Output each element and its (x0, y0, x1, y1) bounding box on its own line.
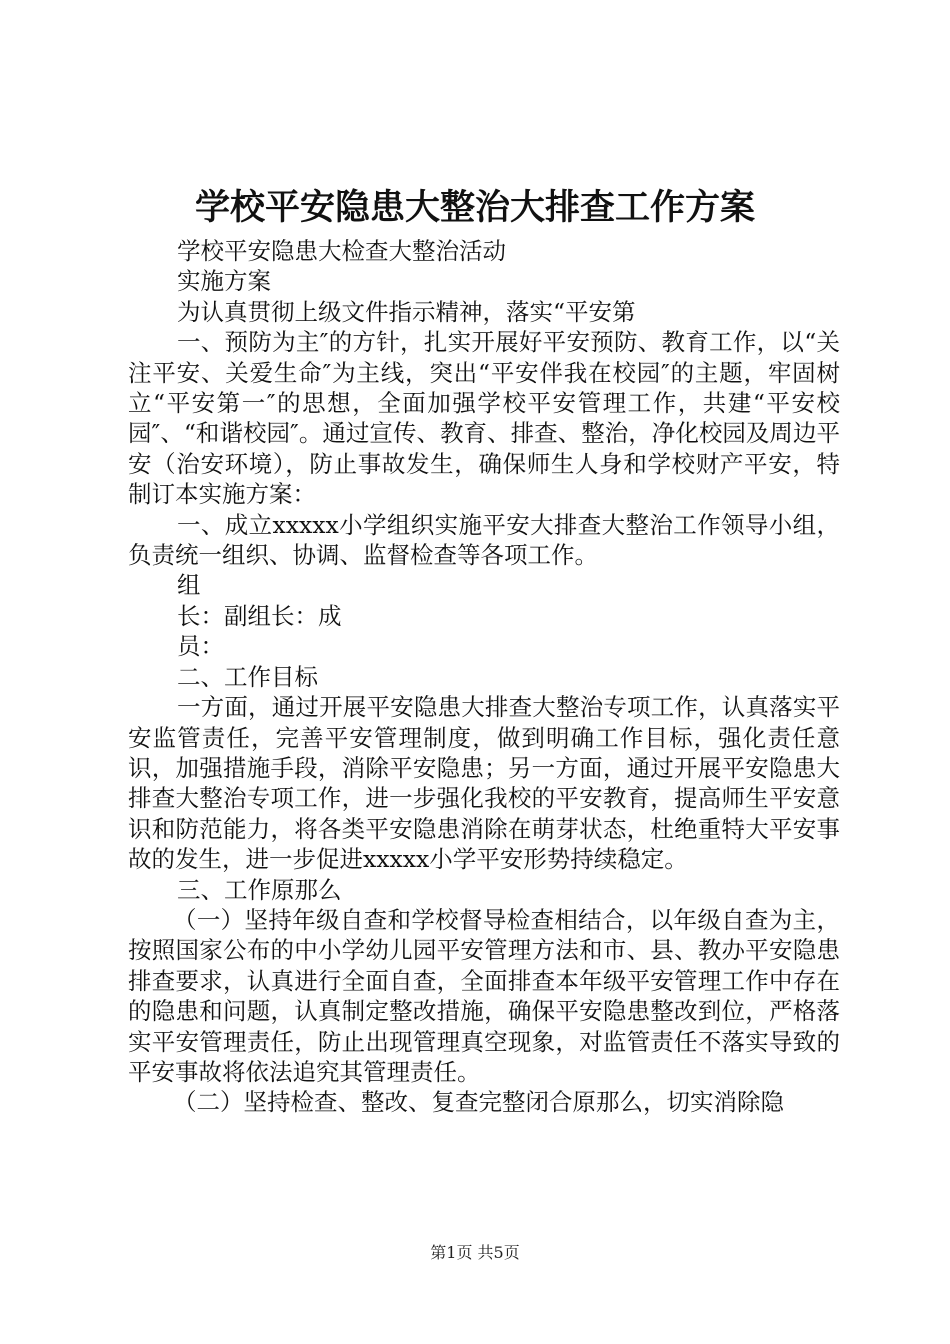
paragraph-goals: 一方面，通过开展平安隐患大排查大整治专项工作，认真落实平安监管责任，完善平安管理制度，做到明确工作目标，强化责任意识，加强措施手段，消除平安隐患；另一方面，通过开展平安隐患大排查大整治专项工作，进一步强化我校的平安教育，提高师生平安意识和防范能力，将各类平安隐患消除在萌芽状态，杜绝重特大平安事故的发生，进一步促进xxxxx小学平安形势持续稳定。 (128, 693, 840, 874)
paragraph-member-label: 员： (177, 632, 224, 661)
heading-section-2: 二、工作目标 (177, 662, 318, 691)
document-body (128, 236, 840, 1118)
paragraph-subtitle-line-1: 学校平安隐患大检查大整治活动 (177, 237, 506, 265)
paragraph-subtitle-line-2: 实施方案 (177, 267, 271, 296)
paragraph-leader-label: 组 (177, 571, 201, 600)
page-number: 第1页 共5页 (430, 1243, 520, 1262)
document-title: 学校平安隐患大整治大排查工作方案 (194, 187, 755, 228)
paragraph-purpose: 一、预防为主″的方针，扎实开展好平安预防、教育工作，以“关注平安、关爱生命″为主线，突出“平安伴我在校园″的主题，牢固树立“平安第一″的思想，全面加强学校平安管理工作，共建“平安校园″、“和谐校园″。通过宣传、教育、排查、整治，净化校园及周边平安（治安环境），防止事故发生，确保师生人身和学校财产平安，特制订本实施方案： (128, 328, 840, 509)
paragraph-principle-1: （一）坚持年级自查和学校督导检查相结合，以年级自查为主，按照国家公布的中小学幼儿园平安管理方法和市、县、教办平安隐患排查要求，认真进行全面自查，全面排查本年级平安管理工作中存在的隐患和问题，认真制定整改措施，确保平安隐患整改到位，严格落实平安管理责任，防止出现管理真空现象，对监管责任不落实导致的平安事故将依法追究其管理责任。 (128, 905, 840, 1086)
paragraph-section-1: 一、成立xxxxx小学组织实施平安大排查大整治工作领导小组，负责统一组织、协调、监督检查等各项工作。 (128, 510, 840, 570)
paragraph-deputy-label: 长：副组长：成 (177, 601, 342, 630)
paragraph-principle-2: （二）坚持检查、整改、复查完整闭合原那么，切实消除隐 (173, 1088, 784, 1117)
heading-section-3: 三、工作原那么 (177, 875, 342, 904)
paragraph-intro: 为认真贯彻上级文件指示精神，落实“平安第 (177, 297, 636, 326)
